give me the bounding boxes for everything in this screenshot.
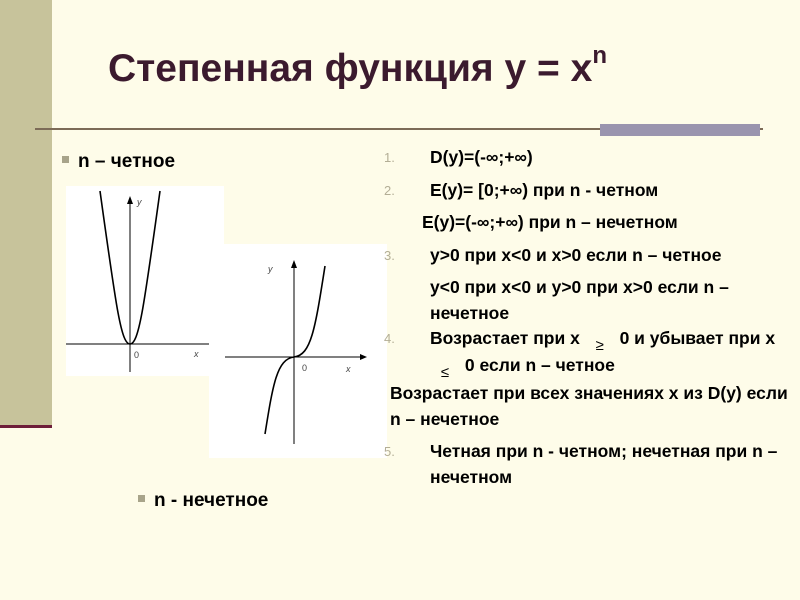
y-axis-arrow-icon xyxy=(127,196,133,204)
bullet-square-icon xyxy=(62,156,69,163)
left-decor-line xyxy=(0,425,52,428)
title-accent-bar xyxy=(600,124,760,136)
property-number: 4. xyxy=(384,331,395,346)
bullet-odd xyxy=(138,490,268,512)
property-number: 3. xyxy=(384,247,395,263)
y-axis-label: y xyxy=(137,197,142,207)
less-equal-symbol: ≤ xyxy=(440,363,450,381)
graph-even-svg xyxy=(66,186,224,376)
bullet-even xyxy=(62,151,175,173)
bullet-even-text: n – четное xyxy=(78,151,176,172)
bullet-square-icon xyxy=(138,495,145,502)
property-3 xyxy=(384,243,796,269)
y-axis-label: y xyxy=(268,264,273,274)
x-axis-arrow-icon xyxy=(360,354,367,360)
left-decor-band xyxy=(0,0,52,428)
property-number: 2. xyxy=(384,182,395,198)
slide-title xyxy=(108,42,608,91)
property-4-continuation xyxy=(384,381,796,432)
property-text: E(y)= [0;+∞) при n - четном xyxy=(430,179,659,200)
property-number: 1. xyxy=(384,150,395,165)
property-1 xyxy=(384,145,796,171)
greater-equal-symbol: ≥ xyxy=(595,337,604,354)
odd-power-curve xyxy=(265,266,325,434)
property-5 xyxy=(384,439,796,490)
title-text: Степенная функция y = x xyxy=(108,47,593,90)
property-text: D(y)=(-∞;+∞) xyxy=(430,147,533,167)
property-2 xyxy=(384,178,796,204)
origin-label: 0 xyxy=(134,350,140,360)
property-text-part2: 0 и убывает при x xyxy=(619,328,776,348)
property-2-continuation xyxy=(384,210,796,236)
x-axis-label: x xyxy=(346,364,351,374)
origin-label: 0 xyxy=(302,363,308,373)
property-text: E(y)=(-∞;+∞) при n – нечетном xyxy=(422,212,678,232)
property-text-part3: 0 если n – четное xyxy=(464,354,615,375)
graph-even-n xyxy=(66,186,224,376)
title-superscript: n xyxy=(592,42,608,69)
property-text: y>0 при x<0 и x>0 если n – четное xyxy=(430,244,722,265)
properties-list xyxy=(384,145,796,490)
x-axis-label: x xyxy=(194,349,199,359)
property-text-part1: Возрастает при x xyxy=(430,328,580,348)
property-text: Четная при n - четном; нечетная при n – нечетном xyxy=(430,441,778,487)
y-axis-arrow-icon xyxy=(291,260,297,268)
property-text: Возрастает при всех значениях x из D(y) если n – нечетное xyxy=(390,383,788,429)
property-text: y<0 при x<0 и y>0 при x>0 если n – нечетное xyxy=(430,277,729,323)
graph-odd-svg xyxy=(209,244,387,458)
property-number: 5. xyxy=(384,444,395,459)
property-3-continuation xyxy=(384,275,796,326)
graph-odd-n xyxy=(209,244,387,458)
bullet-odd-text: n - нечетное xyxy=(154,490,269,511)
property-4 xyxy=(384,326,796,379)
